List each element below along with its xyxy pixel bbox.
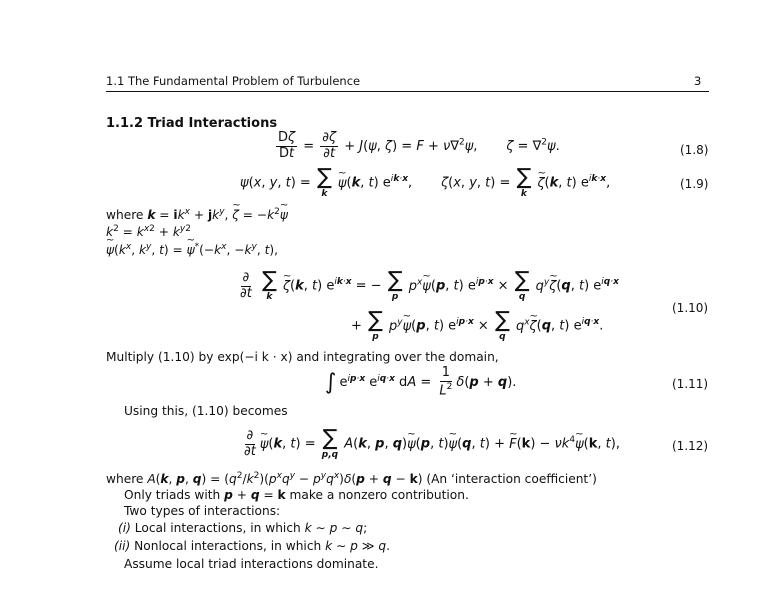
assume-line: Assume local triad interactions dominate. [124, 557, 379, 571]
where-word: where [106, 208, 144, 223]
definition-line-1: where $k = ik^x + jk^y$, ~ $\zeta = -k^2\sim$ ψ [106, 207, 288, 222]
only-triads-tail: make a nonzero contribution. [289, 488, 469, 502]
header-rule [106, 91, 709, 92]
section-heading: 1.1.2 Triad Interactions [106, 116, 278, 131]
local-label: (i) [118, 521, 131, 535]
definition-line-3: ~ $\psi(k^x$, $k^y$, t) = ~ $\psi^*(-k^x$, $-k^y$, t), [106, 242, 278, 257]
equation-number-1-8: (1.8) [680, 143, 709, 157]
two-types-line: Two types of interactions: [124, 504, 281, 518]
equation-1-10-line-2: + ∑ p $p^y\sim$ ψ(p, t) $e^{ip\cdot x}$ × ∑ q $q^x\sim$ ζ(q, t) $e^{iq\cdot x}$. [351, 310, 603, 342]
only-triads-text: Only triads with [124, 488, 221, 502]
only-triads-line: Only triads with p + q = k make a nonzero contribution. [124, 488, 469, 502]
equation-1-12: $\frac{\partial}{\partial t}$ ~ ψ(k, t) = ∑ p,q A(k, p, q)~ ψ(p, t)~ ψ(q, t) + ~ $F(k) - \nu k^4\sim$ ψ(k, t), [240, 428, 620, 460]
where-word-2: where [106, 472, 144, 487]
definition-line-2: $k^2 = k^{x2} + k^{y2}$ [106, 224, 191, 240]
equation-1-10-line-1: $\frac{\partial}{\partial t}$ ∑ k ~ ζ(k, t) $e^{ik\cdot x}$ = − ∑ p $p^x\sim$ ψ(p, t) $e^{ip\cdot x}$ × ∑ q $q^y\sim$ ζ(q, t) $e^{iq\cdot x}$ [236, 270, 619, 302]
equation-1-9: ψ(x, y, t) = ∑ k ~ ψ(k, t) $e^{ik\cdot x}$, ζ(x, y, t) = ∑ k ~ ζ(k, t) $e^{ik\cdot x}$, [240, 167, 610, 199]
equation-number-1-9: (1.9) [680, 177, 709, 191]
equation-number-1-11: (1.11) [672, 377, 709, 391]
nonlocal-label: (ii) [114, 539, 131, 553]
equation-1-11: ∫ $e^{ip\cdot x}$ $e^{iq\cdot x}$ dA = $\frac{1}{L^2}$ δ(p + q). [325, 365, 517, 399]
nonlocal-text: Nonlocal interactions, in which [134, 539, 322, 553]
running-header: 1.1 The Fundamental Problem of Turbulence [106, 74, 361, 88]
page-number: 3 [694, 74, 702, 88]
local-interactions-line: (i) Local interactions, in which k ∼ p ∼ q; [118, 521, 368, 535]
equation-1-8: $\frac{D\zeta}{Dt}$ = $\frac{\partial\zeta}{\partial t}$ + J(ψ, ζ) = F + ν∇$^2$ψ, ζ = ∇$^2$ψ. [278, 130, 560, 161]
using-this-sentence: Using this, (1.10) becomes [124, 404, 288, 418]
interaction-note: (An ‘interaction coefficient’) [426, 472, 597, 487]
local-text: Local interactions, in which [134, 521, 301, 535]
nonlocal-interactions-line: (ii) Nonlocal interactions, in which k ∼ p ≫ q. [114, 539, 391, 553]
interaction-coefficient-line: where A(k, p, $q) = (q^2/k^2)(p^xq^y - p^yq^x)\delta(p + q - k)$ (An ‘interaction coefficient’) [106, 471, 597, 487]
equation-number-1-10: (1.10) [672, 301, 709, 315]
equation-number-1-12: (1.12) [672, 439, 709, 453]
multiply-sentence: Multiply (1.10) by exp(−i k · x) and integrating over the domain, [106, 350, 499, 364]
